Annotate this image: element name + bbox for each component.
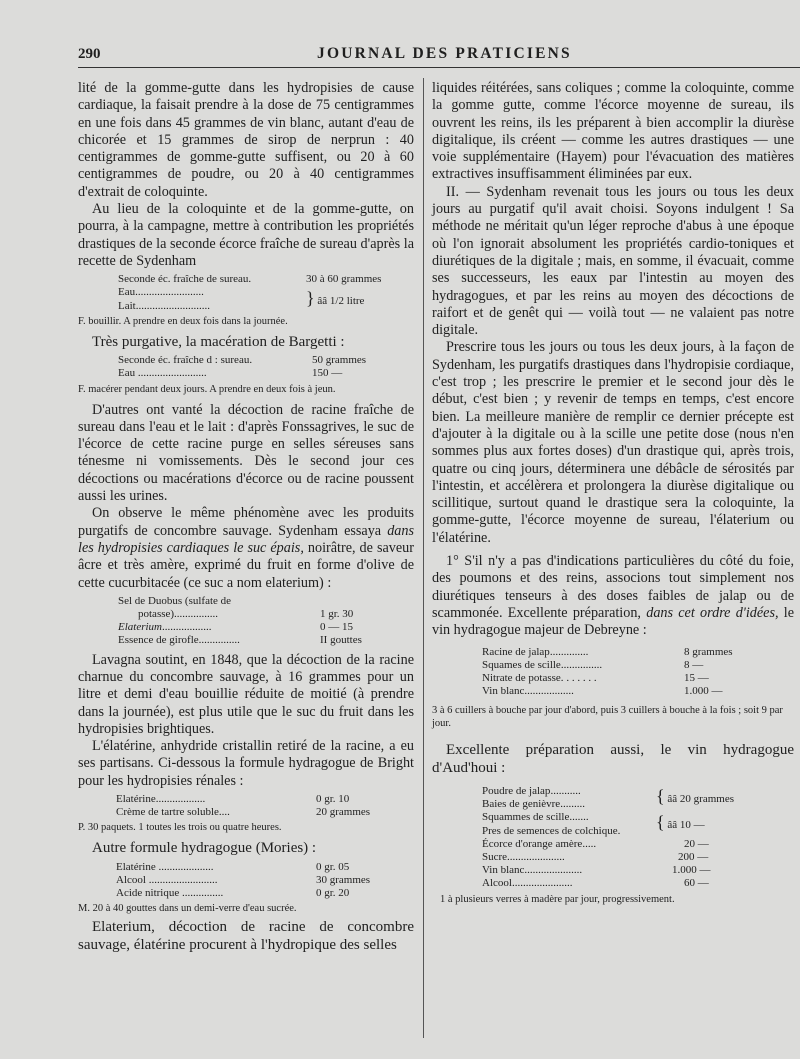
- rx-brace-text: ââ 20 grammes: [667, 793, 734, 805]
- rx-line: [482, 685, 733, 698]
- text-run: On observe le même phénomène avec les produits purgatifs de concombre sauvage. Sydenham essaya: [78, 505, 414, 539]
- rx-line: [482, 864, 734, 877]
- rx-item: Nitrate de potasse. . . . . . .: [482, 671, 597, 684]
- rx-item-label: Eau: [118, 286, 136, 299]
- rx-item: Alcool .........................: [116, 873, 218, 886]
- page-number: 290: [78, 46, 101, 62]
- paragraph: [432, 553, 794, 639]
- prescription-bargetti: [118, 354, 366, 380]
- prescription-bright: [116, 793, 370, 819]
- paragraph: Prescrire tous les jours ou tous les deux jours, à la façon de Sydenham, les purgatifs drastiques dans l'hydropisie cordiaque, c'est trop ; les prescrire le premier et le second jour dès le début, c'est bien ; y revenir de temps en temps, c'est encore bien. La meilleure manière de remplir ce dernier précepte est d'ajouter à la digitale ou à la scille une petite dose (nous n'en sommes plus aux fortes doses) d'un drastique qui, après trois, quatre ou cinq jours, déterminera une débâcle de sérosités par l'intestin, et accélèrera et prolongera la diurèse digitalique ou scillitique, surtout quand le drastique sera la coloquinte, la gomme-gutte, l'écorce moyenne de sureau, l'élaterium ou l'élatérine.: [432, 339, 794, 546]
- rx-item: Baies de genièvre.........: [482, 798, 585, 811]
- rx-amount: 8 —: [684, 658, 704, 671]
- rx-item-label: Squammes de scille: [482, 811, 570, 824]
- rx-line: [118, 608, 362, 621]
- rx-item: potasse)................: [138, 608, 219, 621]
- rx-item-label: Baies de genièvre: [482, 798, 561, 811]
- rx-note: F. macérer pendant deux jours. A prendre en deux fois à jeun.: [78, 383, 336, 395]
- rx-amount: 8 grammes: [684, 645, 733, 658]
- rx-item-label: Elatérine: [116, 793, 156, 806]
- rx-item: Elaterium..................: [118, 621, 212, 634]
- rx-line: [116, 793, 370, 806]
- rx-amount: 1.000 —: [684, 685, 723, 698]
- rx-line: [118, 595, 362, 608]
- rx-item-label: Alcool: [482, 877, 512, 890]
- subheading: Très purgative, la macération de Bargetti :: [92, 333, 345, 350]
- rx-line: [482, 851, 734, 864]
- rx-item-label: Eau: [118, 367, 136, 380]
- rx-note: 1 à plusieurs verres à madère par jour, progressivement.: [440, 893, 675, 905]
- rx-amount: 30 à 60 grammes: [306, 273, 382, 286]
- rx-amount: 0 — 15: [320, 621, 353, 634]
- prescription-debreyne: [482, 646, 733, 699]
- rx-item: Elatérine..................: [116, 793, 206, 806]
- left-column: [78, 80, 414, 954]
- rx-item-label: Nitrate de potasse.: [482, 671, 564, 684]
- rx-item: Seconde éc. fraîche d : sureau.: [118, 354, 253, 367]
- rx-amount: 50 grammes: [312, 354, 367, 367]
- rx-note: F. bouillir. A prendre en deux fois dans la journée.: [78, 315, 288, 327]
- rx-line: [482, 811, 734, 824]
- rx-item-label: Squames de scille: [482, 658, 561, 671]
- rx-amount: II gouttes: [320, 634, 362, 647]
- rx-item: Vin blanc.....................: [482, 864, 583, 877]
- rx-line: [118, 286, 381, 299]
- right-column: [432, 80, 794, 912]
- rx-amount: 0 gr. 05: [316, 860, 350, 873]
- rx-item: Racine de jalap..............: [482, 645, 589, 658]
- rx-item: Squames de scille...............: [482, 658, 603, 671]
- running-header: [62, 40, 800, 68]
- rx-amount: 60 —: [684, 877, 709, 890]
- prescription-sydenham: [118, 273, 381, 313]
- rx-item-label: Lait: [118, 299, 136, 312]
- rx-amount: 1.000 —: [672, 864, 711, 877]
- paragraph: Au lieu de la coloquinte et de la gomme-gutte, on pourra, à la campagne, mettre à contribution les propriétés drastiques de la seconde écorce fraîche de sureau d'après la recette de Sydenham: [78, 201, 414, 269]
- rx-item-label: Écorce d'orange amère: [482, 837, 583, 850]
- paragraph: Lavagna soutint, en 1848, que la décoction de la racine charnue du concombre sauvage, à 16 grammes pour un litre et demi d'eau bouillie réduite de moitié (à prendre dans la journée), est plus utile que le suc du fruit dans les hydropisies brightiques.: [78, 651, 414, 737]
- rx-amount: 200 —: [678, 850, 709, 863]
- italic-run: dans les hydropisies cardiaques le suc épais,: [78, 522, 414, 556]
- rx-line: [118, 367, 366, 380]
- rx-line: [482, 877, 734, 890]
- rx-item: Essence de girofle...............: [118, 634, 240, 647]
- rx-item-label: Elatérine: [116, 860, 156, 873]
- paragraph: Excellente préparation aussi, le vin hydragogue d'Aud'houi :: [432, 742, 794, 776]
- rx-amount: 30 grammes: [316, 873, 371, 886]
- rx-item: Pres de semences de colchique.: [482, 824, 621, 837]
- rx-note: P. 30 paquets. 1 toutes les trois ou quatre heures.: [78, 822, 282, 834]
- paragraph: D'autres ont vanté la décoction de racine fraîche de sureau dans l'eau et le lait : d'après Fonssagrives, le suc de l'écorce de cette racine purge en selles séreuses sans ténesme ni vomissements. Dès le second jour ces décoctions ou macérations d'écorce ou de racine poussent aussi les urines.: [78, 401, 414, 505]
- rx-amount: 15 —: [684, 671, 709, 684]
- text-run: 1° S'il n'y a pas d'indications particulières du côté du foie, des poumons et des reins, associons tout simplement nos diurétiques tenseurs à des doses faibles de jalap ou de scammonée. Excellente préparation,: [432, 553, 794, 621]
- rx-brace-amount: [650, 811, 734, 837]
- rx-amount: 150 —: [312, 367, 343, 380]
- column-divider: [423, 78, 424, 1038]
- prescription-mories: [116, 861, 370, 901]
- rx-item-label: potasse): [138, 608, 175, 621]
- rx-line: [116, 874, 370, 887]
- rx-line: [482, 672, 733, 685]
- rx-item: Eau.........................: [118, 286, 204, 299]
- rx-item: Eau .........................: [118, 367, 207, 380]
- rx-amount: 1 gr. 30: [320, 608, 354, 621]
- rx-brace-text: ââ 10 —: [667, 819, 705, 832]
- rx-amount: [314, 595, 362, 608]
- brace-icon: }: [306, 287, 315, 308]
- rx-item: Crème de tartre soluble....: [116, 806, 230, 819]
- rx-line: [116, 861, 370, 874]
- paragraph: [78, 505, 414, 591]
- text-run: noirâtre, de saveur âcre et très amère, exprimé du fruit en forme d'olive de cette cucurbitacée (ce suc a nom elaterium) :: [78, 539, 414, 591]
- paragraph: L'élatérine, anhydride cristallin retiré de la racine, a eu ses partisans. Ci-dessous la formule hydragogue de Bright pour les hydropisies rénales :: [78, 738, 414, 789]
- brace-icon: {: [656, 786, 665, 806]
- rx-item: Seconde éc. fraîche de sureau.: [118, 273, 252, 286]
- rx-item-label: Essence de girofle: [118, 634, 199, 647]
- rx-line: [116, 887, 370, 900]
- rx-amount: 20 grammes: [316, 806, 371, 819]
- rx-line: [118, 634, 362, 647]
- text-run: le vin hydragogue majeur de Debreyne :: [432, 604, 795, 639]
- paragraph: liquides réitérées, sans coliques ; comme la coloquinte, comme la gomme gutte, comme l'écorce moyenne de sureau, ils ouvrent les reins, ils les préparent à bien accomplir la diurèse digitalique, ils créent — comme les autres drastiques — une voie supplémentaire (Hayem) pour l'évacuation des matières extractives insuffisamment éliminées par eux.: [432, 80, 794, 183]
- brace-icon: {: [656, 812, 665, 833]
- italic-run: dans cet ordre d'idées,: [646, 604, 779, 621]
- rx-item-label: Poudre de jalap: [482, 784, 551, 797]
- rx-brace-amount: [300, 286, 381, 312]
- rx-line: [116, 806, 370, 819]
- rx-item-label: Acide nitrique: [116, 887, 180, 900]
- rx-item: Lait...........................: [118, 299, 210, 312]
- rx-item-label: Elaterium: [118, 621, 162, 634]
- header-rule: [78, 67, 800, 68]
- rx-amount: 0 gr. 20: [316, 887, 350, 900]
- prescription-audhoui: [482, 785, 734, 891]
- rx-item-label: Alcool: [116, 873, 146, 886]
- rx-amount: 20 —: [684, 837, 709, 850]
- rx-item: Vin blanc..................: [482, 685, 574, 698]
- rx-item: Acide nitrique ...............: [116, 887, 224, 900]
- journal-title: JOURNAL DES PRATICIENS: [317, 45, 572, 62]
- rx-line: [482, 838, 734, 851]
- rx-item: Sel de Duobus (sulfate de: [118, 594, 232, 607]
- rx-line: [482, 785, 734, 798]
- rx-note: M. 20 à 40 gouttes dans un demi-verre d'eau sucrée.: [78, 903, 297, 915]
- rx-item: Poudre de jalap...........: [482, 784, 581, 797]
- rx-line: [482, 646, 733, 659]
- paragraph: Elaterium, décoction de racine de concombre sauvage, élatérine procurent à l'hydropique des selles: [78, 919, 414, 953]
- rx-item: Squammes de scille.......: [482, 811, 589, 824]
- rx-item-label: Racine de jalap: [482, 645, 550, 658]
- rx-brace-amount: [650, 785, 734, 811]
- paragraph: lité de la gomme-gutte dans les hydropisies de cause cardiaque, la faisait prendre à la dose de 75 centigrammes en une fois dans 45 grammes de vin blanc, autant d'eau de chicorée et 15 grammes de sirop de nerprun : 40 centigrammes de gomme-gutte suffisent, ou 20 à 60 centigrammes de poudre, ou 20 à 40 centigrammes d'extrait de coloquinte.: [78, 80, 414, 200]
- rx-item: Elatérine ....................: [116, 860, 214, 873]
- rx-brace-text: ââ 1/2 litre: [317, 294, 365, 307]
- rx-item-label: Sucre: [482, 850, 508, 863]
- rx-line: [118, 354, 366, 367]
- rx-line: [118, 273, 381, 286]
- rx-line: [482, 659, 733, 672]
- rx-item-label: Vin blanc: [482, 864, 525, 877]
- rx-amount: 0 gr. 10: [316, 793, 350, 806]
- rx-note: 3 à 6 cuillers à bouche par jour d'abord, puis 3 cuillers à bouche à la fois ; soit 9 par jour.: [432, 705, 783, 730]
- paragraph: II. — Sydenham revenait tous les jours ou tous les deux jours au purgatif qu'il avait choisi. Soyons indulgent ! Sa méthode ne méritait qu'un léger reproche d'abus à une époque où l'on ignorait absolument les propriétés cardio-toniques et diurétiques de la digitale ; mais, en somme, il évacuait, comme ses successeurs, les eaux par l'intestin au moyen des hydragogues, et par les reins au moyen des décoctions de raifort et de genêt qui — voilà tout — ne valaient pas notre digitale.: [432, 183, 794, 339]
- rx-item: Sucre.....................: [482, 850, 565, 863]
- prescription-elaterium: [118, 595, 362, 648]
- rx-line: [118, 621, 362, 634]
- rx-item-label: Vin blanc: [482, 685, 525, 698]
- rx-item: Écorce d'orange amère.....: [482, 837, 597, 850]
- rx-item: Alcool......................: [482, 877, 573, 890]
- subheading: Autre formule hydragogue (Mories) :: [92, 840, 317, 857]
